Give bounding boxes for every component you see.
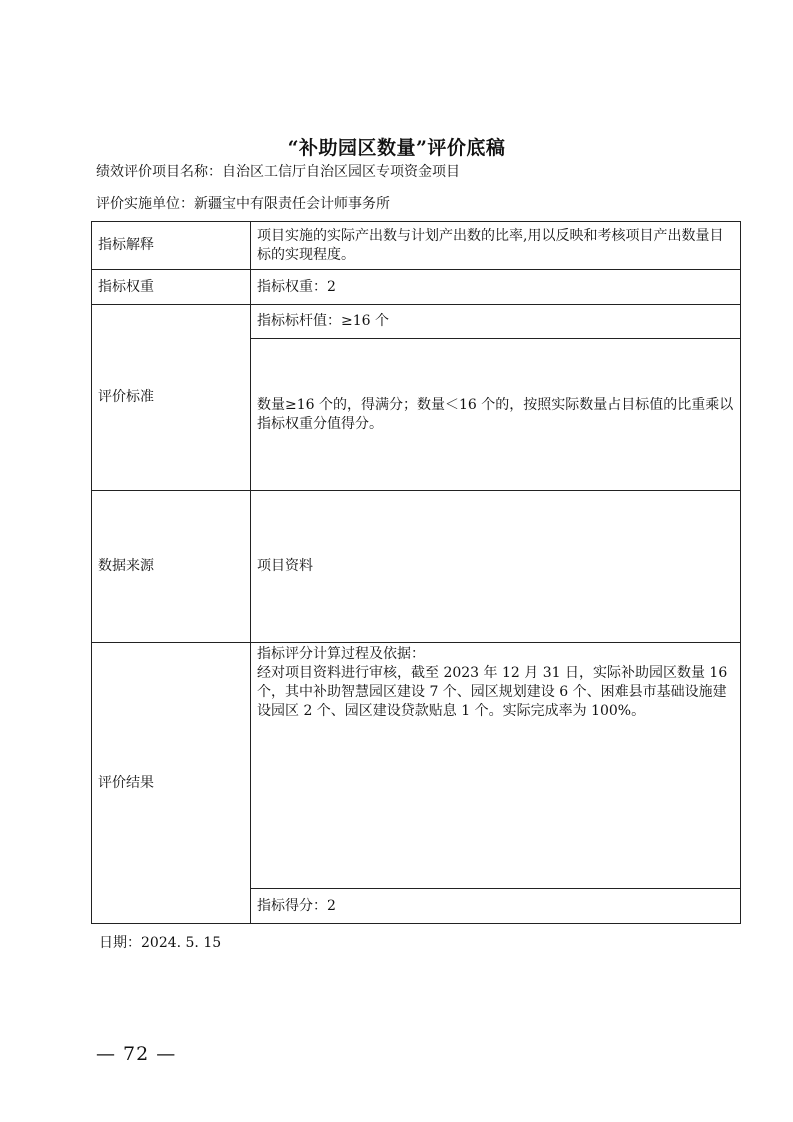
row-benchmark <box>92 305 741 339</box>
row-evaluation-process <box>92 643 741 889</box>
label-evaluation-standard: 评价标准 <box>92 305 251 491</box>
value-benchmark: 指标标杆值：≥16 个 <box>251 305 741 339</box>
value-standard-rule: 数量≥16 个的，得满分；数量＜16 个的，按照实际数量占目标值的比重乘以指标权重分值得分。 <box>251 339 741 491</box>
row-indicator-weight <box>92 270 741 305</box>
row-data-source <box>92 491 741 643</box>
document-title: “补助园区数量”评价底稿 <box>287 137 506 159</box>
evaluator-unit: 评价实施单位：新疆宝中有限责任会计师事务所 <box>96 196 390 212</box>
value-data-source: 项目资料 <box>251 491 741 643</box>
value-score: 指标得分：2 <box>251 889 741 924</box>
value-indicator-weight: 指标权重：2 <box>251 270 741 305</box>
label-indicator-explanation: 指标解释 <box>92 222 251 270</box>
page-number: — 72 — <box>96 1043 177 1065</box>
project-name: 绩效评价项目名称：自治区工信厅自治区园区专项资金项目 <box>96 164 460 180</box>
value-indicator-explanation: 项目实施的实际产出数与计划产出数的比率,用以反映和考核项目产出数量目标的实现程度。 <box>251 222 741 270</box>
evaluation-table <box>91 221 741 924</box>
document-date: 日期：2024. 5. 15 <box>99 935 222 951</box>
process-title: 指标评分计算过程及依据： <box>257 646 425 662</box>
label-evaluation-result: 评价结果 <box>92 643 251 924</box>
process-text: 经对项目资料进行审核，截至 2023 年 12 月 31 日，实际补助园区数量 16 个，其中补助智慧园区建设 7 个、园区规划建设 6 个、困难县市基础设施建设园区 2 个、园区建设贷款贴息 1 个。实际完成率为 100%。 <box>257 665 728 719</box>
label-indicator-weight: 指标权重 <box>92 270 251 305</box>
row-indicator-explanation <box>92 222 741 270</box>
label-data-source: 数据来源 <box>92 491 251 643</box>
value-evaluation-process <box>251 643 741 889</box>
